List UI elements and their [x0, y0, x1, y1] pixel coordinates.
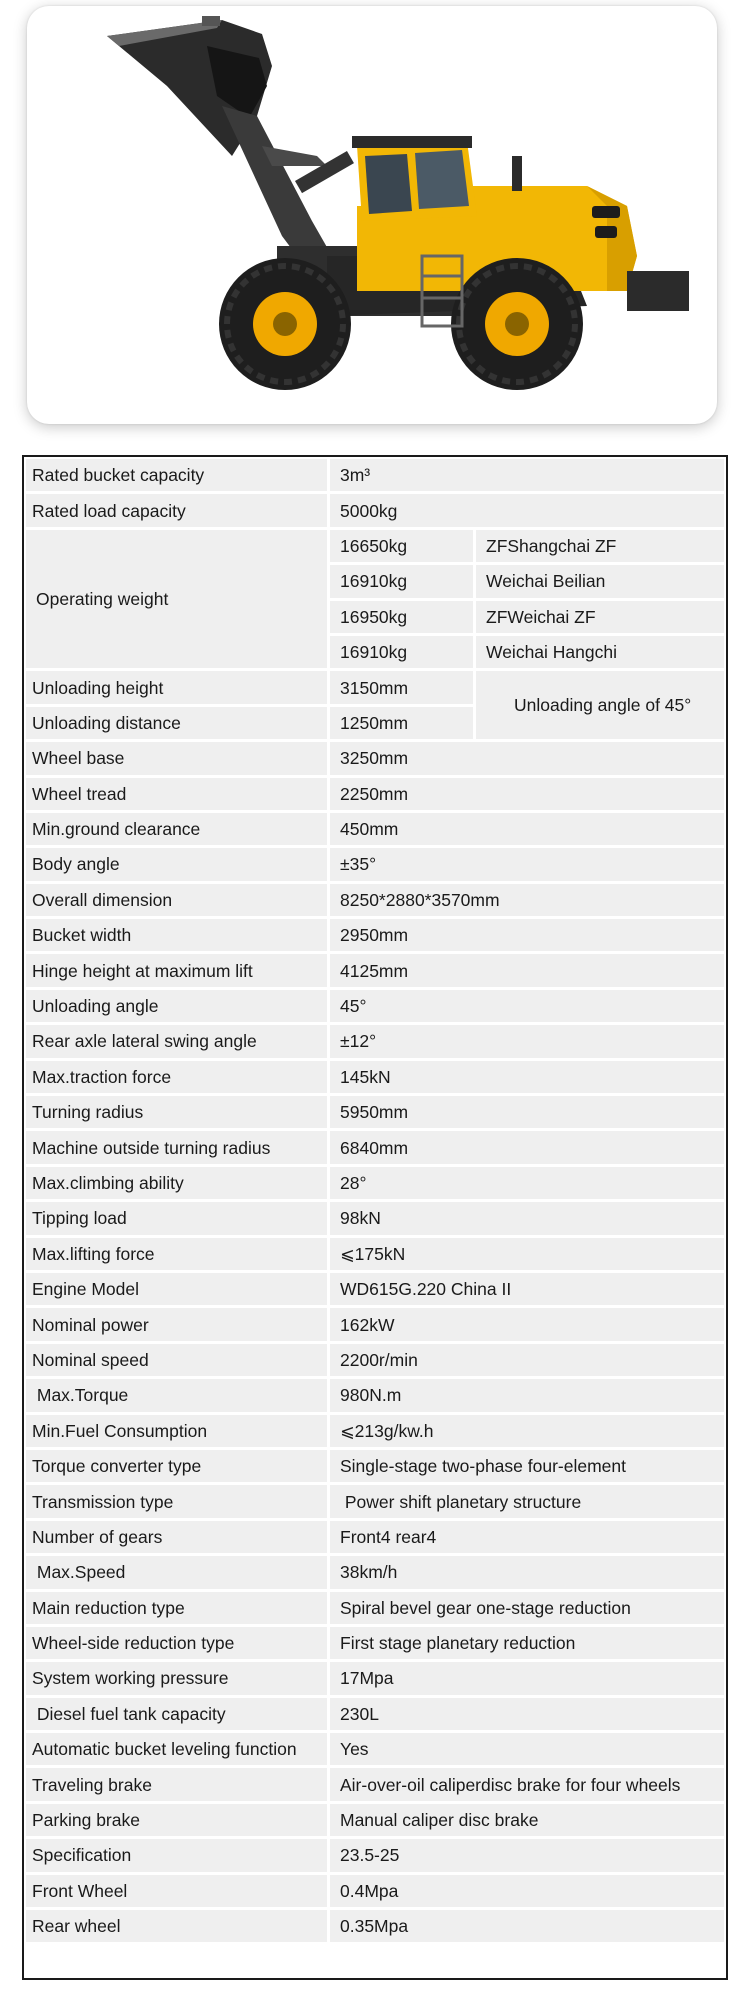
spec-label: Traveling brake — [26, 1768, 330, 1803]
spec-value: 0.4Mpa — [330, 1875, 724, 1910]
operating-weight-value: 16650kg — [330, 530, 476, 565]
operator-cab — [352, 136, 477, 221]
table-row — [26, 742, 724, 777]
spec-value: WD615G.220 China II — [330, 1273, 724, 1308]
spec-value: 3m³ — [330, 459, 724, 494]
table-row — [26, 1910, 724, 1945]
spec-value: Spiral bevel gear one-stage reduction — [330, 1592, 724, 1627]
spec-label: Front Wheel — [26, 1875, 330, 1910]
spec-value: Power shift planetary structure — [330, 1485, 724, 1520]
table-row — [26, 919, 724, 954]
table-row — [26, 1485, 724, 1520]
spec-label: Bucket width — [26, 919, 330, 954]
product-image-card — [27, 6, 717, 424]
spec-value: Front4 rear4 — [330, 1521, 724, 1556]
spec-value: ±35° — [330, 848, 724, 883]
spec-label: Rated load capacity — [26, 494, 330, 529]
spec-label: System working pressure — [26, 1662, 330, 1697]
table-row — [26, 1025, 724, 1060]
spec-table — [26, 459, 724, 1945]
spec-value: 45° — [330, 990, 724, 1025]
table-row — [26, 1308, 724, 1343]
spec-value: 2250mm — [330, 778, 724, 813]
spec-label: Max.lifting force — [26, 1238, 330, 1273]
spec-label: Number of gears — [26, 1521, 330, 1556]
spec-value: 3250mm — [330, 742, 724, 777]
operating-weight-label: Operating weight — [26, 530, 330, 672]
spec-value: 5000kg — [330, 494, 724, 529]
spec-label: Hinge height at maximum lift — [26, 954, 330, 989]
operating-weight-config: ZFShangchai ZF — [476, 530, 724, 565]
spec-value: 4125mm — [330, 954, 724, 989]
spec-label: Rated bucket capacity — [26, 459, 330, 494]
front-wheel — [219, 258, 351, 390]
spec-value: 2200r/min — [330, 1344, 724, 1379]
spec-value: Manual caliper disc brake — [330, 1804, 724, 1839]
spec-value: Yes — [330, 1733, 724, 1768]
table-row — [26, 1096, 724, 1131]
table-row — [26, 778, 724, 813]
table-row — [26, 1768, 724, 1803]
table-row — [26, 1273, 724, 1308]
table-row — [26, 884, 724, 919]
spec-value: 3150mm — [330, 671, 476, 706]
spec-label: Body angle — [26, 848, 330, 883]
operating-weight-value: 16950kg — [330, 601, 476, 636]
table-row — [26, 1556, 724, 1591]
table-row — [26, 459, 724, 494]
spec-label: Transmission type — [26, 1485, 330, 1520]
table-row — [26, 671, 724, 706]
table-row — [26, 1415, 724, 1450]
operating-weight-value: 16910kg — [330, 565, 476, 600]
table-row — [26, 1344, 724, 1379]
table-row — [26, 1521, 724, 1556]
spec-label: Max.Torque — [26, 1379, 330, 1414]
spec-label: Rear wheel — [26, 1910, 330, 1945]
spec-value: 145kN — [330, 1061, 724, 1096]
table-row — [26, 1662, 724, 1697]
spec-value: 230L — [330, 1698, 724, 1733]
rear-wheel — [451, 258, 583, 390]
spec-value: 17Mpa — [330, 1662, 724, 1697]
table-row — [26, 1627, 724, 1662]
spec-label: Wheel-side reduction type — [26, 1627, 330, 1662]
table-row — [26, 848, 724, 883]
spec-label: Wheel base — [26, 742, 330, 777]
spec-label: Parking brake — [26, 1804, 330, 1839]
table-row — [26, 1450, 724, 1485]
spec-value: 8250*2880*3570mm — [330, 884, 724, 919]
operating-weight-config: Weichai Hangchi — [476, 636, 724, 671]
spec-label: Unloading angle — [26, 990, 330, 1025]
table-row — [26, 530, 724, 565]
spec-value: 28° — [330, 1167, 724, 1202]
table-row — [26, 494, 724, 529]
operating-weight-config: ZFWeichai ZF — [476, 601, 724, 636]
table-row — [26, 954, 724, 989]
table-row — [26, 813, 724, 848]
unloading-angle-note: Unloading angle of 45° — [476, 671, 724, 742]
operating-weight-config: Weichai Beilian — [476, 565, 724, 600]
spec-value: 2950mm — [330, 919, 724, 954]
spec-value: 38km/h — [330, 1556, 724, 1591]
spec-label: Wheel tread — [26, 778, 330, 813]
spec-value: 6840mm — [330, 1131, 724, 1166]
table-row — [26, 1698, 724, 1733]
table-row — [26, 1131, 724, 1166]
table-row — [26, 1061, 724, 1096]
spec-label: Engine Model — [26, 1273, 330, 1308]
spec-label: Min.ground clearance — [26, 813, 330, 848]
spec-label: Max.climbing ability — [26, 1167, 330, 1202]
spec-value: 1250mm — [330, 707, 476, 742]
spec-value: 5950mm — [330, 1096, 724, 1131]
spec-label: Diesel fuel tank capacity — [26, 1698, 330, 1733]
spec-label: Max.Speed — [26, 1556, 330, 1591]
spec-value: 23.5-25 — [330, 1839, 724, 1874]
spec-label: Tipping load — [26, 1202, 330, 1237]
spec-value: Single-stage two-phase four-element — [330, 1450, 724, 1485]
spec-table-frame — [22, 455, 728, 1980]
table-row — [26, 1592, 724, 1627]
spec-value: ⩽175kN — [330, 1238, 724, 1273]
table-row — [26, 1238, 724, 1273]
spec-value: First stage planetary reduction — [330, 1627, 724, 1662]
spec-value: 162kW — [330, 1308, 724, 1343]
wheel-loader-illustration — [27, 6, 717, 424]
table-row — [26, 1167, 724, 1202]
operating-weight-value: 16910kg — [330, 636, 476, 671]
spec-value: Air-over-oil caliperdisc brake for four wheels — [330, 1768, 724, 1803]
spec-label: Turning radius — [26, 1096, 330, 1131]
spec-label: Max.traction force — [26, 1061, 330, 1096]
spec-label: Main reduction type — [26, 1592, 330, 1627]
spec-label: Automatic bucket leveling function — [26, 1733, 330, 1768]
spec-value: ±12° — [330, 1025, 724, 1060]
spec-value: 450mm — [330, 813, 724, 848]
spec-label: Specification — [26, 1839, 330, 1874]
spec-label: Unloading distance — [26, 707, 330, 742]
table-row — [26, 1733, 724, 1768]
spec-label: Torque converter type — [26, 1450, 330, 1485]
table-row — [26, 1202, 724, 1237]
spec-label: Nominal speed — [26, 1344, 330, 1379]
spec-label: Nominal power — [26, 1308, 330, 1343]
spec-value: ⩽213g/kw.h — [330, 1415, 724, 1450]
spec-label: Rear axle lateral swing angle — [26, 1025, 330, 1060]
table-row — [26, 1379, 724, 1414]
spec-label: Unloading height — [26, 671, 330, 706]
table-row — [26, 990, 724, 1025]
spec-value: 98kN — [330, 1202, 724, 1237]
spec-label: Machine outside turning radius — [26, 1131, 330, 1166]
table-row — [26, 1875, 724, 1910]
table-row — [26, 1804, 724, 1839]
spec-value: 0.35Mpa — [330, 1910, 724, 1945]
spec-label: Overall dimension — [26, 884, 330, 919]
table-row — [26, 1839, 724, 1874]
spec-value: 980N.m — [330, 1379, 724, 1414]
spec-label: Min.Fuel Consumption — [26, 1415, 330, 1450]
